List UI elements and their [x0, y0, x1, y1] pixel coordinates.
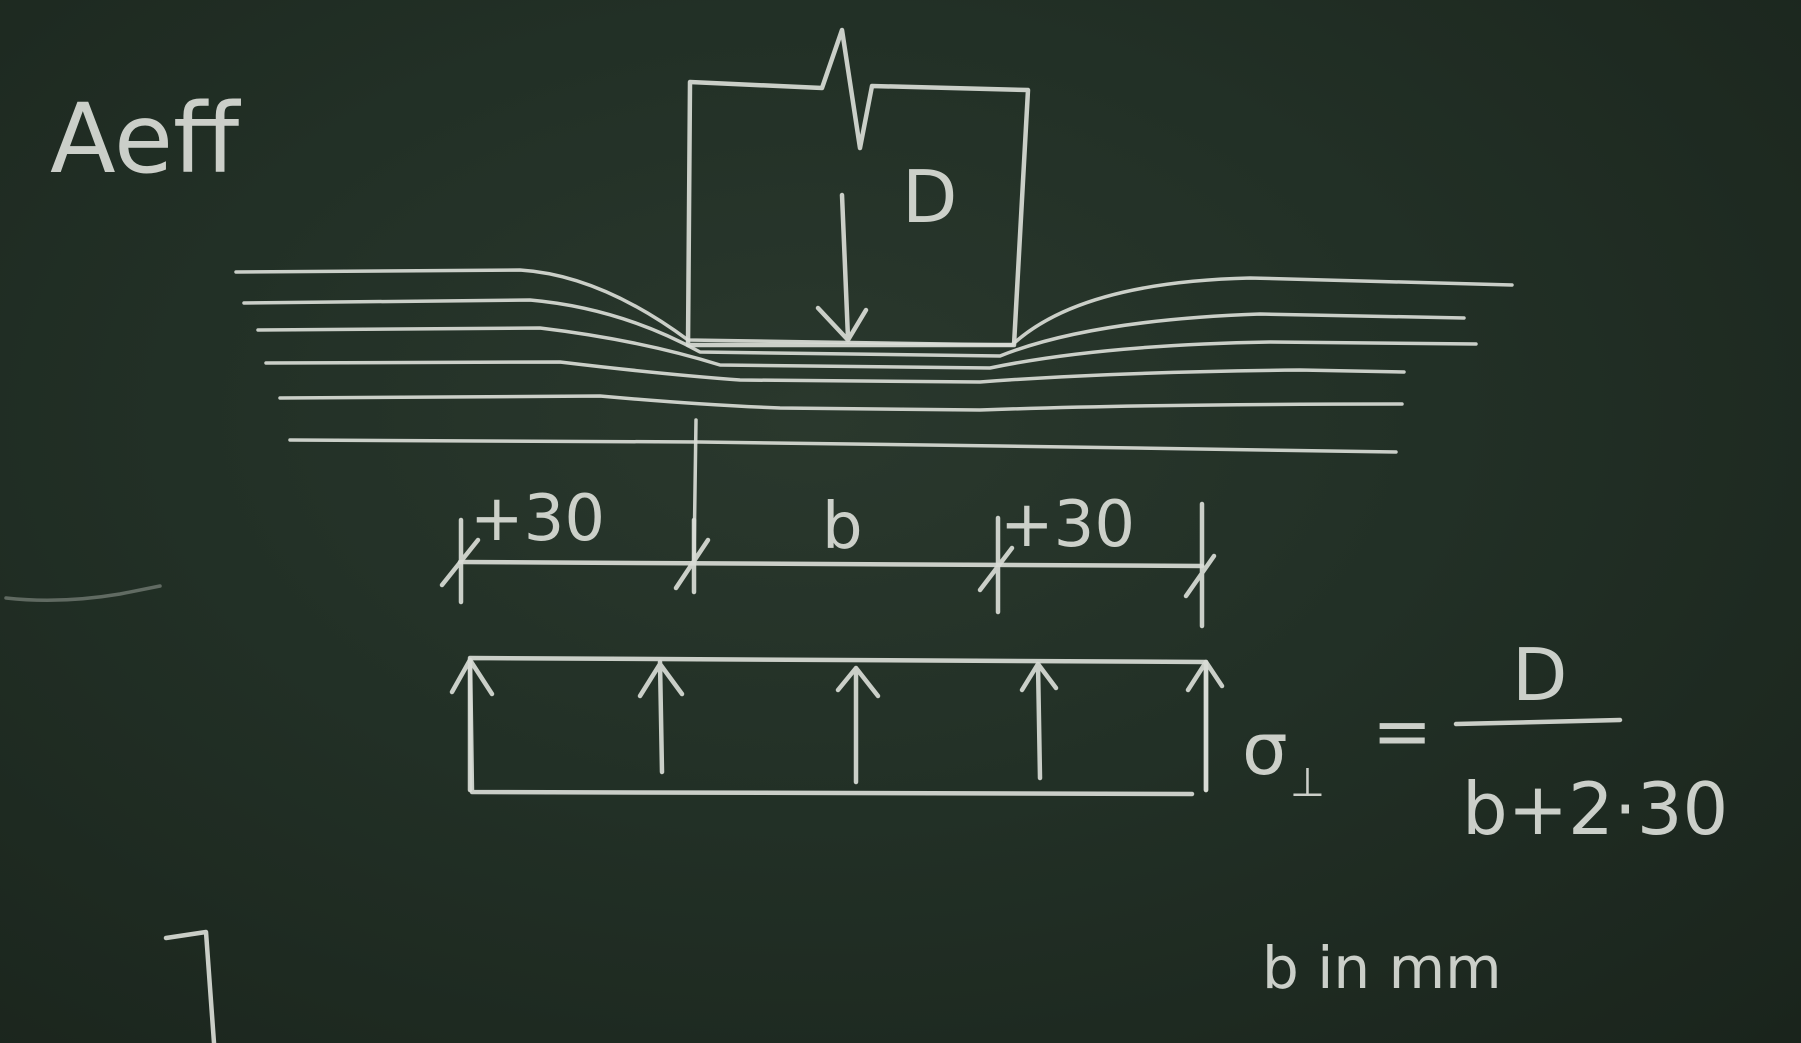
fraction-bar: [1456, 720, 1620, 724]
diagram-title: Aeff: [50, 83, 240, 195]
dimension-tick: [676, 520, 708, 592]
stress-formula: [1242, 633, 1728, 851]
right-extension-label: +30: [1000, 488, 1136, 562]
stress-arrow: [452, 660, 492, 790]
bracket-mark: [166, 932, 214, 1043]
stress-arrow: [1022, 664, 1056, 778]
bearing-width-label: b: [822, 490, 863, 564]
stress-arrow: [838, 668, 878, 782]
load-arrow: [818, 195, 866, 340]
layer-line: [236, 270, 1512, 345]
load-label: D: [902, 155, 958, 239]
formula-symbol: σ: [1242, 707, 1288, 791]
left-extension-label: +30: [470, 482, 606, 556]
stress-arrow: [1188, 662, 1222, 790]
stress-arrows: [452, 660, 1222, 790]
layer-line: [290, 440, 1396, 452]
formula-numerator: D: [1512, 633, 1568, 717]
formula-subscript: ⊥: [1290, 760, 1325, 806]
chalk-smudge: [6, 586, 160, 600]
load-block: [688, 30, 1028, 345]
stress-distribution: [470, 658, 1206, 794]
formula-equals: =: [1372, 689, 1433, 773]
timber-layers: [236, 270, 1512, 452]
unit-note: b in mm: [1262, 934, 1502, 1002]
layer-line: [280, 396, 1402, 410]
stress-arrow: [640, 662, 682, 772]
formula-denominator: b+2·30: [1462, 767, 1729, 851]
